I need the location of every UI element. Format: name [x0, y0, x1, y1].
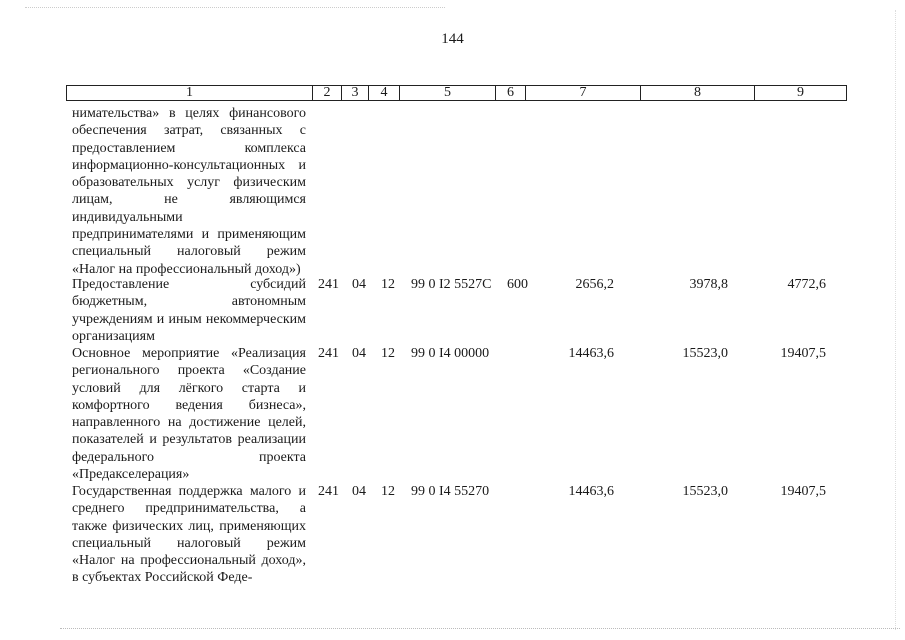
scan-artifact-left — [0, 0, 50, 640]
header-col-1: 1 — [67, 86, 313, 100]
cell-col-9: 4772,6 — [787, 277, 826, 292]
cell-col-3: 04 — [352, 484, 366, 499]
cell-col-6: 600 — [507, 277, 528, 292]
table-header — [66, 85, 847, 101]
cell-col-8: 3978,8 — [689, 277, 728, 292]
header-col-5: 5 — [400, 86, 496, 100]
cell-col-8: 15523,0 — [682, 484, 728, 499]
scan-artifact-top — [25, 7, 445, 9]
header-col-2: 2 — [313, 86, 342, 100]
cell-col-3: 04 — [352, 277, 366, 292]
scan-artifact-bottom — [60, 628, 900, 630]
cell-col-7: 2656,2 — [575, 277, 614, 292]
header-col-8: 8 — [641, 86, 755, 100]
cell-col-7: 14463,6 — [568, 346, 614, 361]
row-description: нимательства» в целях финансового обеспечения затрат, связанных с предоставлением комплекса информационно-консультационных и образовательных услуг физическим лицам, не являющимся индивидуальными предпринимателями и применяющим специальный налоговый режим «Налог на профессиональный доход») — [72, 106, 306, 277]
cell-col-4: 12 — [381, 277, 395, 292]
cell-col-2: 241 — [318, 277, 339, 292]
header-col-9: 9 — [797, 85, 804, 100]
header-col-7: 7 — [526, 86, 641, 100]
row-description: Основное мероприятие «Реализация регионального проекта «Создание условий для лёгкого старта и комфортного ведения бизнеса», направленного на достижение целей, показателей и результатов реализации федерального проекта «Предакселерация» — [72, 346, 306, 483]
cell-col-7: 14463,6 — [568, 484, 614, 499]
cell-col-8: 15523,0 — [682, 346, 728, 361]
cell-col-5: 99 0 I4 55270 — [411, 484, 490, 499]
cell-col-9: 19407,5 — [780, 346, 826, 361]
cell-col-4: 12 — [381, 484, 395, 499]
cell-col-5: 99 0 I4 00000 — [411, 346, 490, 361]
page-number: 144 — [441, 31, 464, 47]
header-col-3: 3 — [342, 86, 369, 100]
row-description: Предоставление субсидий бюджетным, автономным учреждениям и иным некоммерческим организациям — [72, 277, 306, 344]
cell-col-4: 12 — [381, 346, 395, 361]
header-col-4: 4 — [369, 86, 400, 100]
row-description: Государственная поддержка малого и среднего предпринимательства, а также физических лиц, применяющих специальный налоговый режим «Налог на профессиональный доход», в субъектах Российской Феде- — [72, 484, 306, 586]
cell-col-2: 241 — [318, 484, 339, 499]
cell-col-2: 241 — [318, 346, 339, 361]
cell-col-3: 04 — [352, 346, 366, 361]
cell-col-9: 19407,5 — [780, 484, 826, 499]
header-col-6: 6 — [496, 86, 526, 100]
scan-artifact-right — [895, 10, 897, 630]
cell-col-5: 99 0 I2 5527С — [411, 277, 492, 292]
